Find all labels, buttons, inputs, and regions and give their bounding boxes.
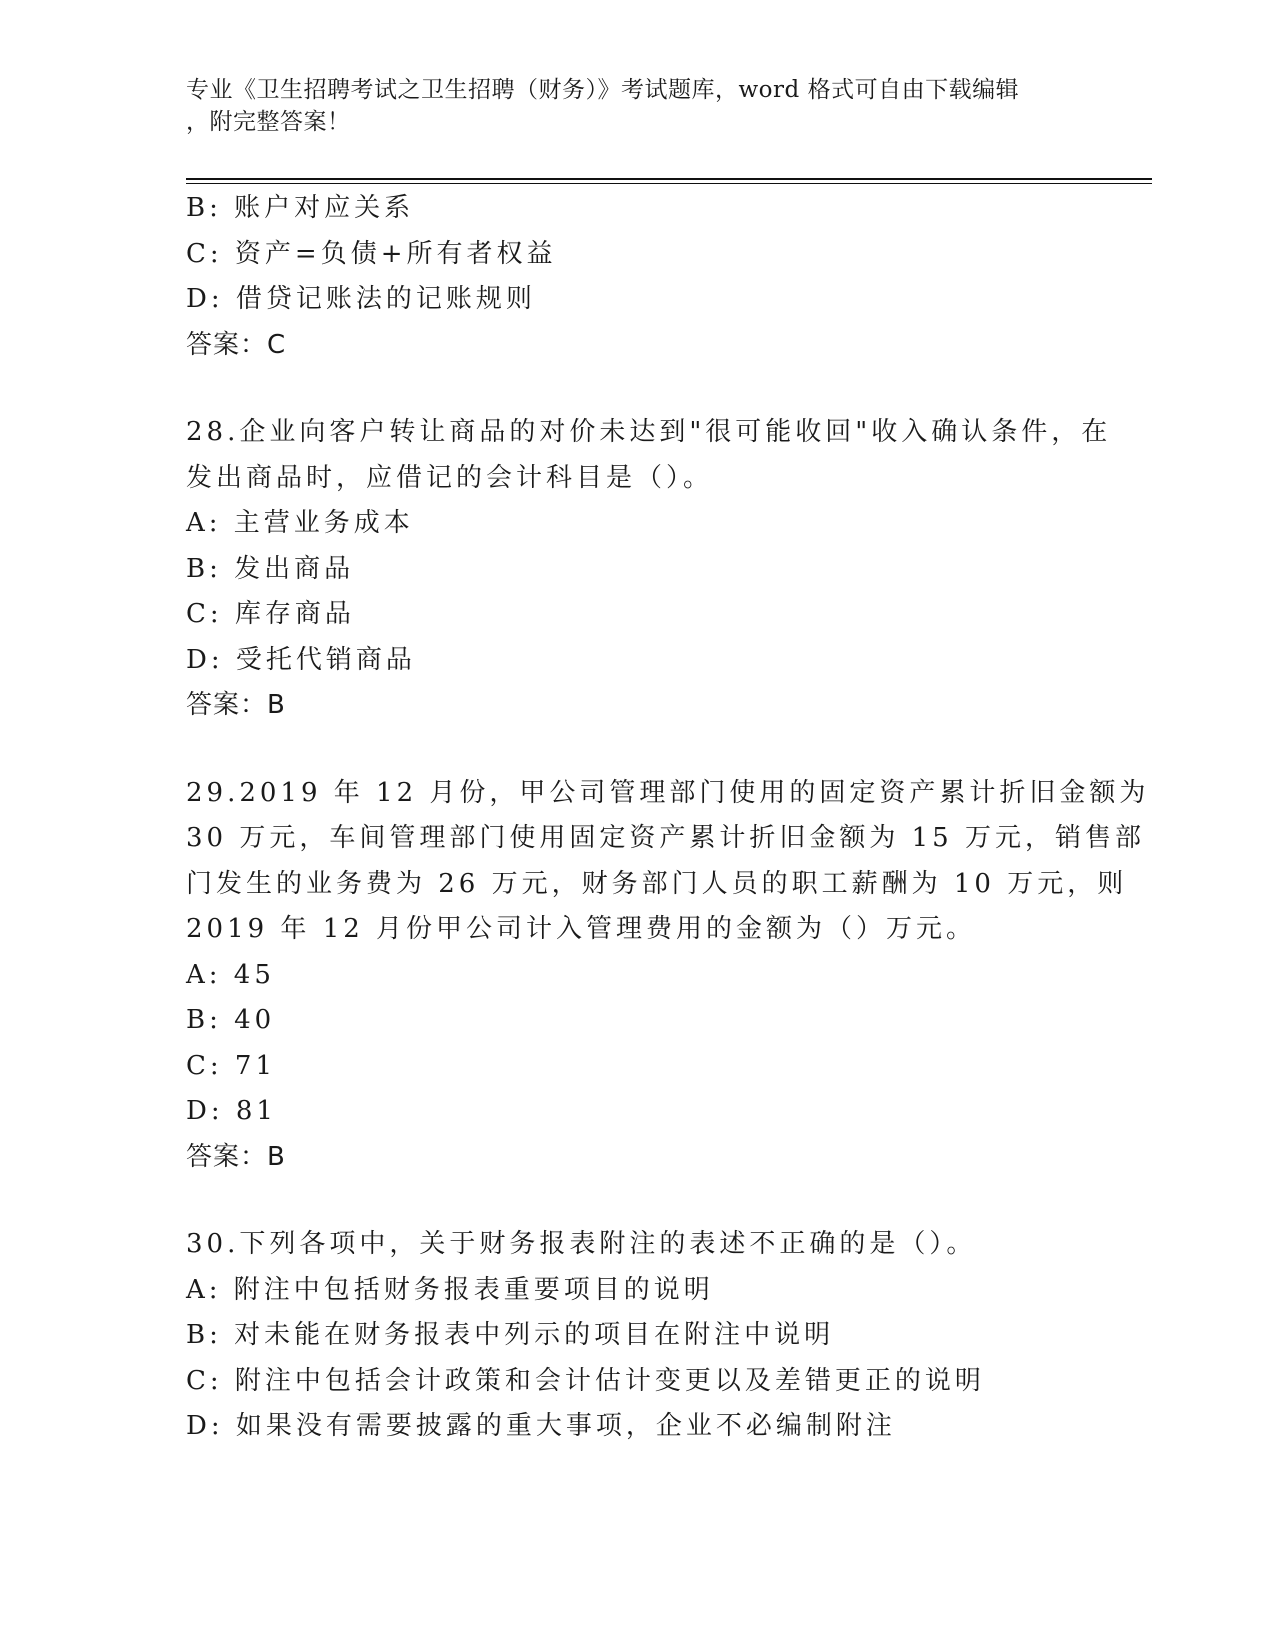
option-b: B: 账户对应关系 bbox=[186, 193, 415, 223]
question-stem: 门发生的业务费为 26 万元，财务部门人员的职工薪酬为 10 万元，则 bbox=[186, 868, 1128, 899]
option-c: C: 资产=负债+所有者权益 bbox=[186, 238, 557, 269]
option-a: A: 45 bbox=[186, 959, 275, 990]
header-divider-thick bbox=[186, 178, 1152, 180]
spacer bbox=[186, 1180, 1086, 1222]
option-b: B: 40 bbox=[186, 1005, 276, 1035]
option-d: D: 如果没有需要披露的重大事项，企业不必编制附注 bbox=[186, 1411, 896, 1441]
question-content bbox=[186, 186, 1150, 1450]
option-c: C: 库存商品 bbox=[186, 599, 355, 629]
option-c: C: 附注中包括会计政策和会计估计变更以及差错更正的说明 bbox=[186, 1365, 985, 1396]
spacer bbox=[186, 368, 1086, 410]
question-stem: 30.下列各项中，关于财务报表附注的表述不正确的是（）。 bbox=[186, 1229, 977, 1259]
option-d: D: 受托代销商品 bbox=[186, 644, 416, 675]
header-line-2: ，附完整答案！ bbox=[186, 109, 351, 135]
header-divider-thin bbox=[186, 183, 1152, 184]
question-stem: 30 万元，车间管理部门使用固定资产累计折旧金额为 15 万元，销售部 bbox=[186, 823, 1145, 853]
answer: 答案：C bbox=[186, 329, 287, 360]
option-d: D: 借贷记账法的记账规则 bbox=[186, 284, 536, 314]
spacer bbox=[186, 729, 1086, 771]
page-header bbox=[186, 74, 1086, 138]
option-a: A: 附注中包括财务报表重要项目的说明 bbox=[186, 1274, 714, 1305]
option-d: D: 81 bbox=[186, 1096, 277, 1126]
option-b: B: 对未能在财务报表中列示的项目在附注中说明 bbox=[186, 1320, 835, 1350]
question-stem: 28.企业向客户转让商品的对价未达到"很可能收回"收入确认条件，在 bbox=[186, 417, 1112, 447]
option-b: B: 发出商品 bbox=[186, 553, 355, 584]
question-30 bbox=[186, 1222, 1086, 1450]
answer: 答案：B bbox=[186, 690, 286, 720]
question-27-tail bbox=[186, 186, 1086, 368]
question-stem: 发出商品时，应借记的会计科目是（）。 bbox=[186, 462, 714, 493]
header-line-1: 专业《卫生招聘考试之卫生招聘（财务）》考试题库，word 格式可自由下载编辑 bbox=[186, 77, 1020, 103]
option-a: A: 主营业务成本 bbox=[186, 508, 414, 538]
answer: 答案：B bbox=[186, 1141, 286, 1172]
question-28 bbox=[186, 410, 1112, 729]
question-29 bbox=[186, 771, 1150, 1181]
question-stem: 2019 年 12 月份甲公司计入管理费用的金额为（）万元。 bbox=[186, 914, 977, 944]
question-stem: 29.2019 年 12 月份，甲公司管理部门使用的固定资产累计折旧金额为 bbox=[186, 777, 1150, 808]
option-c: C: 71 bbox=[186, 1050, 277, 1081]
